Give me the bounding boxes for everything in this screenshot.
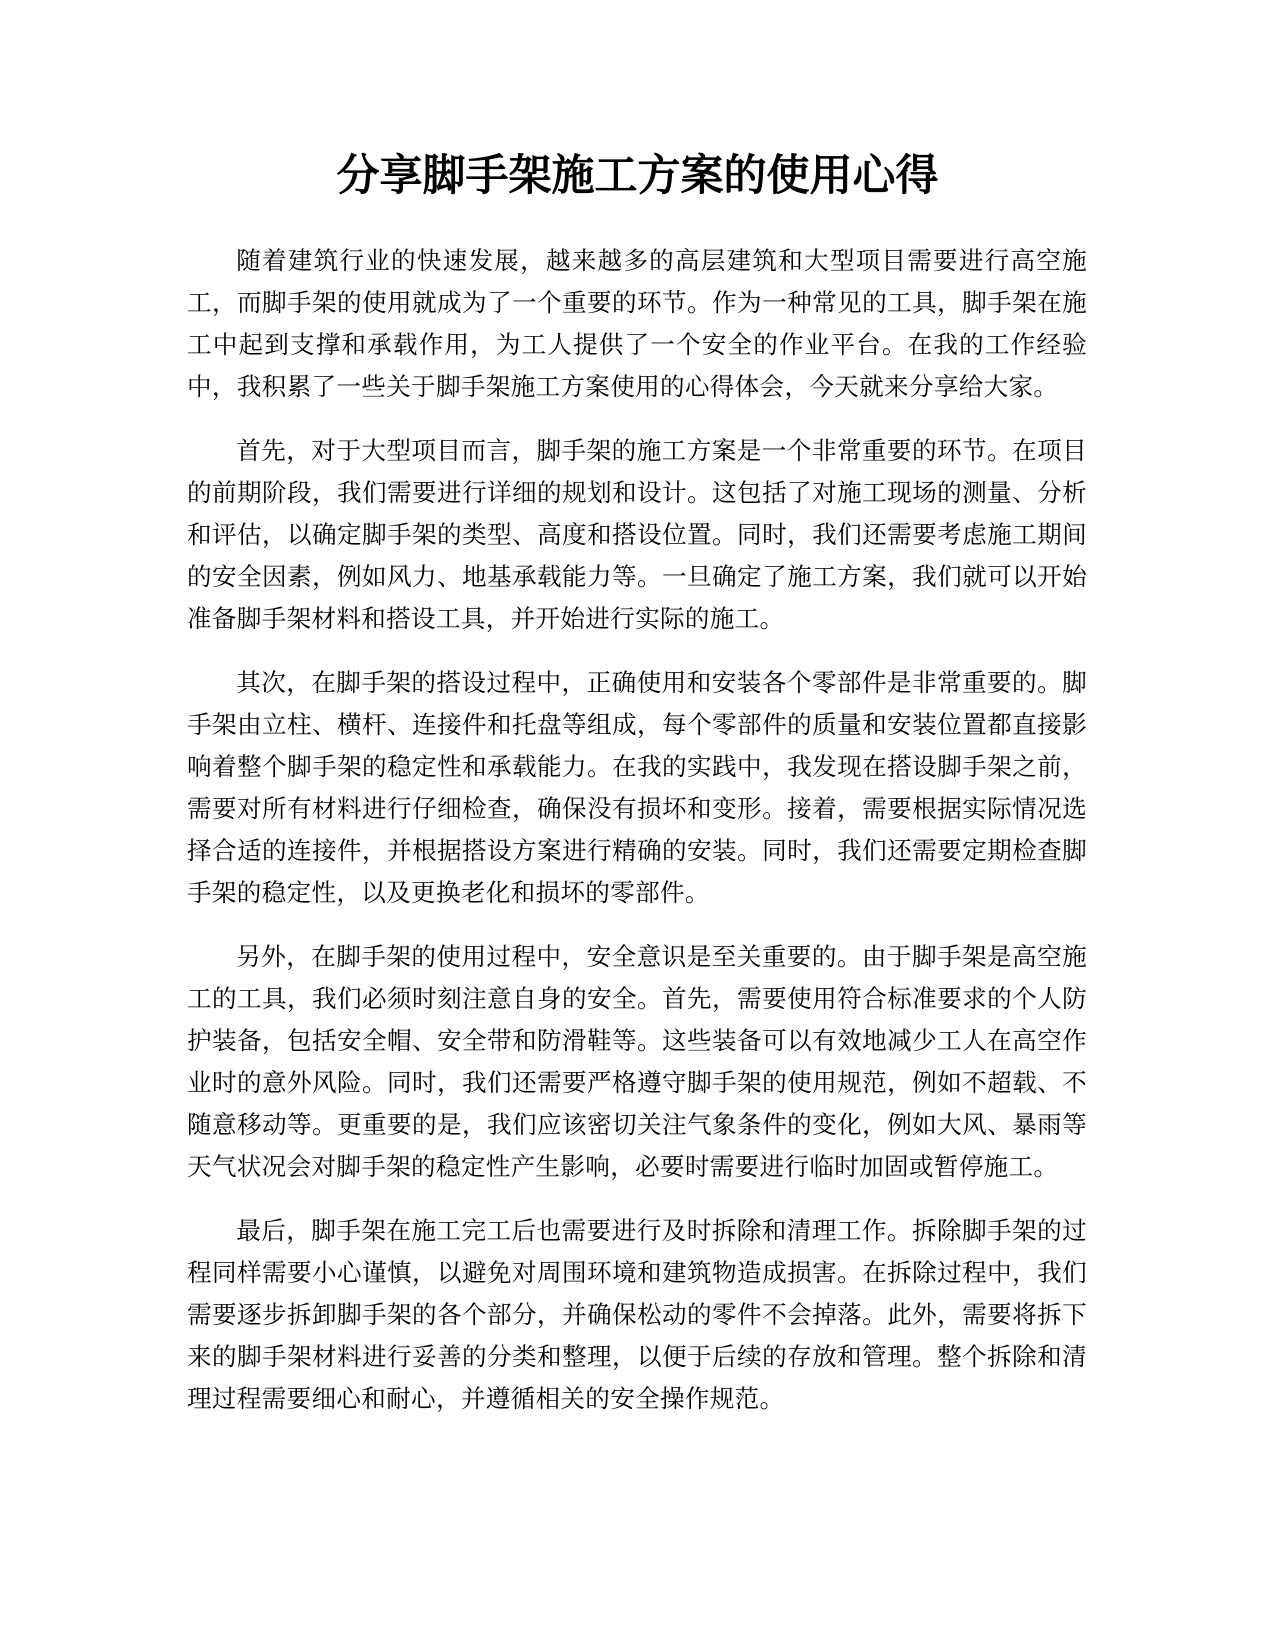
document-title: 分享脚手架施工方案的使用心得 [336,151,939,201]
paragraph-dismantling: 最后，脚手架在施工完工后也需要进行及时拆除和清理工作。拆除脚手架的过程同样需要小心谨慎，以避免对周围环境和建筑物造成损害。在拆除过程中，我们需要逐步拆卸脚手架的各个部分，并确保松动的零件不会掉落。此外，需要将拆下来的脚手架材料进行妥善的分类和整理，以便于后续的存放和管理。整个拆除和清理过程需要细心和耐心，并遵循相关的安全操作规范。 [187,1216,1087,1413]
paragraph-assembly: 其次，在脚手架的搭设过程中，正确使用和安装各个零部件是非常重要的。脚手架由立柱、横杆、连接件和托盘等组成，每个零部件的质量和安装位置都直接影响着整个脚手架的稳定性和承载能力。在我的实践中，我发现在搭设脚手架之前，需要对所有材料进行仔细检查，确保没有损坏和变形。接着，需要根据实际情况选择合适的连接件，并根据搭设方案进行精确的安装。同时，我们还需要定期检查脚手架的稳定性，以及更换老化和损坏的零部件。 [187,668,1087,907]
paragraph-intro: 随着建筑行业的快速发展，越来越多的高层建筑和大型项目需要进行高空施工，而脚手架的使用就成为了一个重要的环节。作为一种常见的工具，脚手架在施工中起到支撑和承载作用，为工人提供了一个安全的作业平台。在我的工作经验中，我积累了一些关于脚手架施工方案使用的心得体会，今天就来分享给大家。 [187,246,1087,401]
document-body [187,240,1087,1442]
paragraph-planning: 首先，对于大型项目而言，脚手架的施工方案是一个非常重要的环节。在项目的前期阶段，我们需要进行详细的规划和设计。这包括了对施工现场的测量、分析和评估，以确定脚手架的类型、高度和搭设位置。同时，我们还需要考虑施工期间的安全因素，例如风力、地基承载能力等。一旦确定了施工方案，我们就可以开始准备脚手架材料和搭设工具，并开始进行实际的施工。 [187,436,1087,633]
paragraph-safety: 另外，在脚手架的使用过程中，安全意识是至关重要的。由于脚手架是高空施工的工具，我们必须时刻注意自身的安全。首先，需要使用符合标准要求的个人防护装备，包括安全帽、安全带和防滑鞋等。这些装备可以有效地减少工人在高空作业时的意外风险。同时，我们还需要严格遵守脚手架的使用规范，例如不超载、不随意移动等。更重要的是，我们应该密切关注气象条件的变化，例如大风、暴雨等天气状况会对脚手架的稳定性产生影响，必要时需要进行临时加固或暂停施工。 [187,942,1087,1181]
